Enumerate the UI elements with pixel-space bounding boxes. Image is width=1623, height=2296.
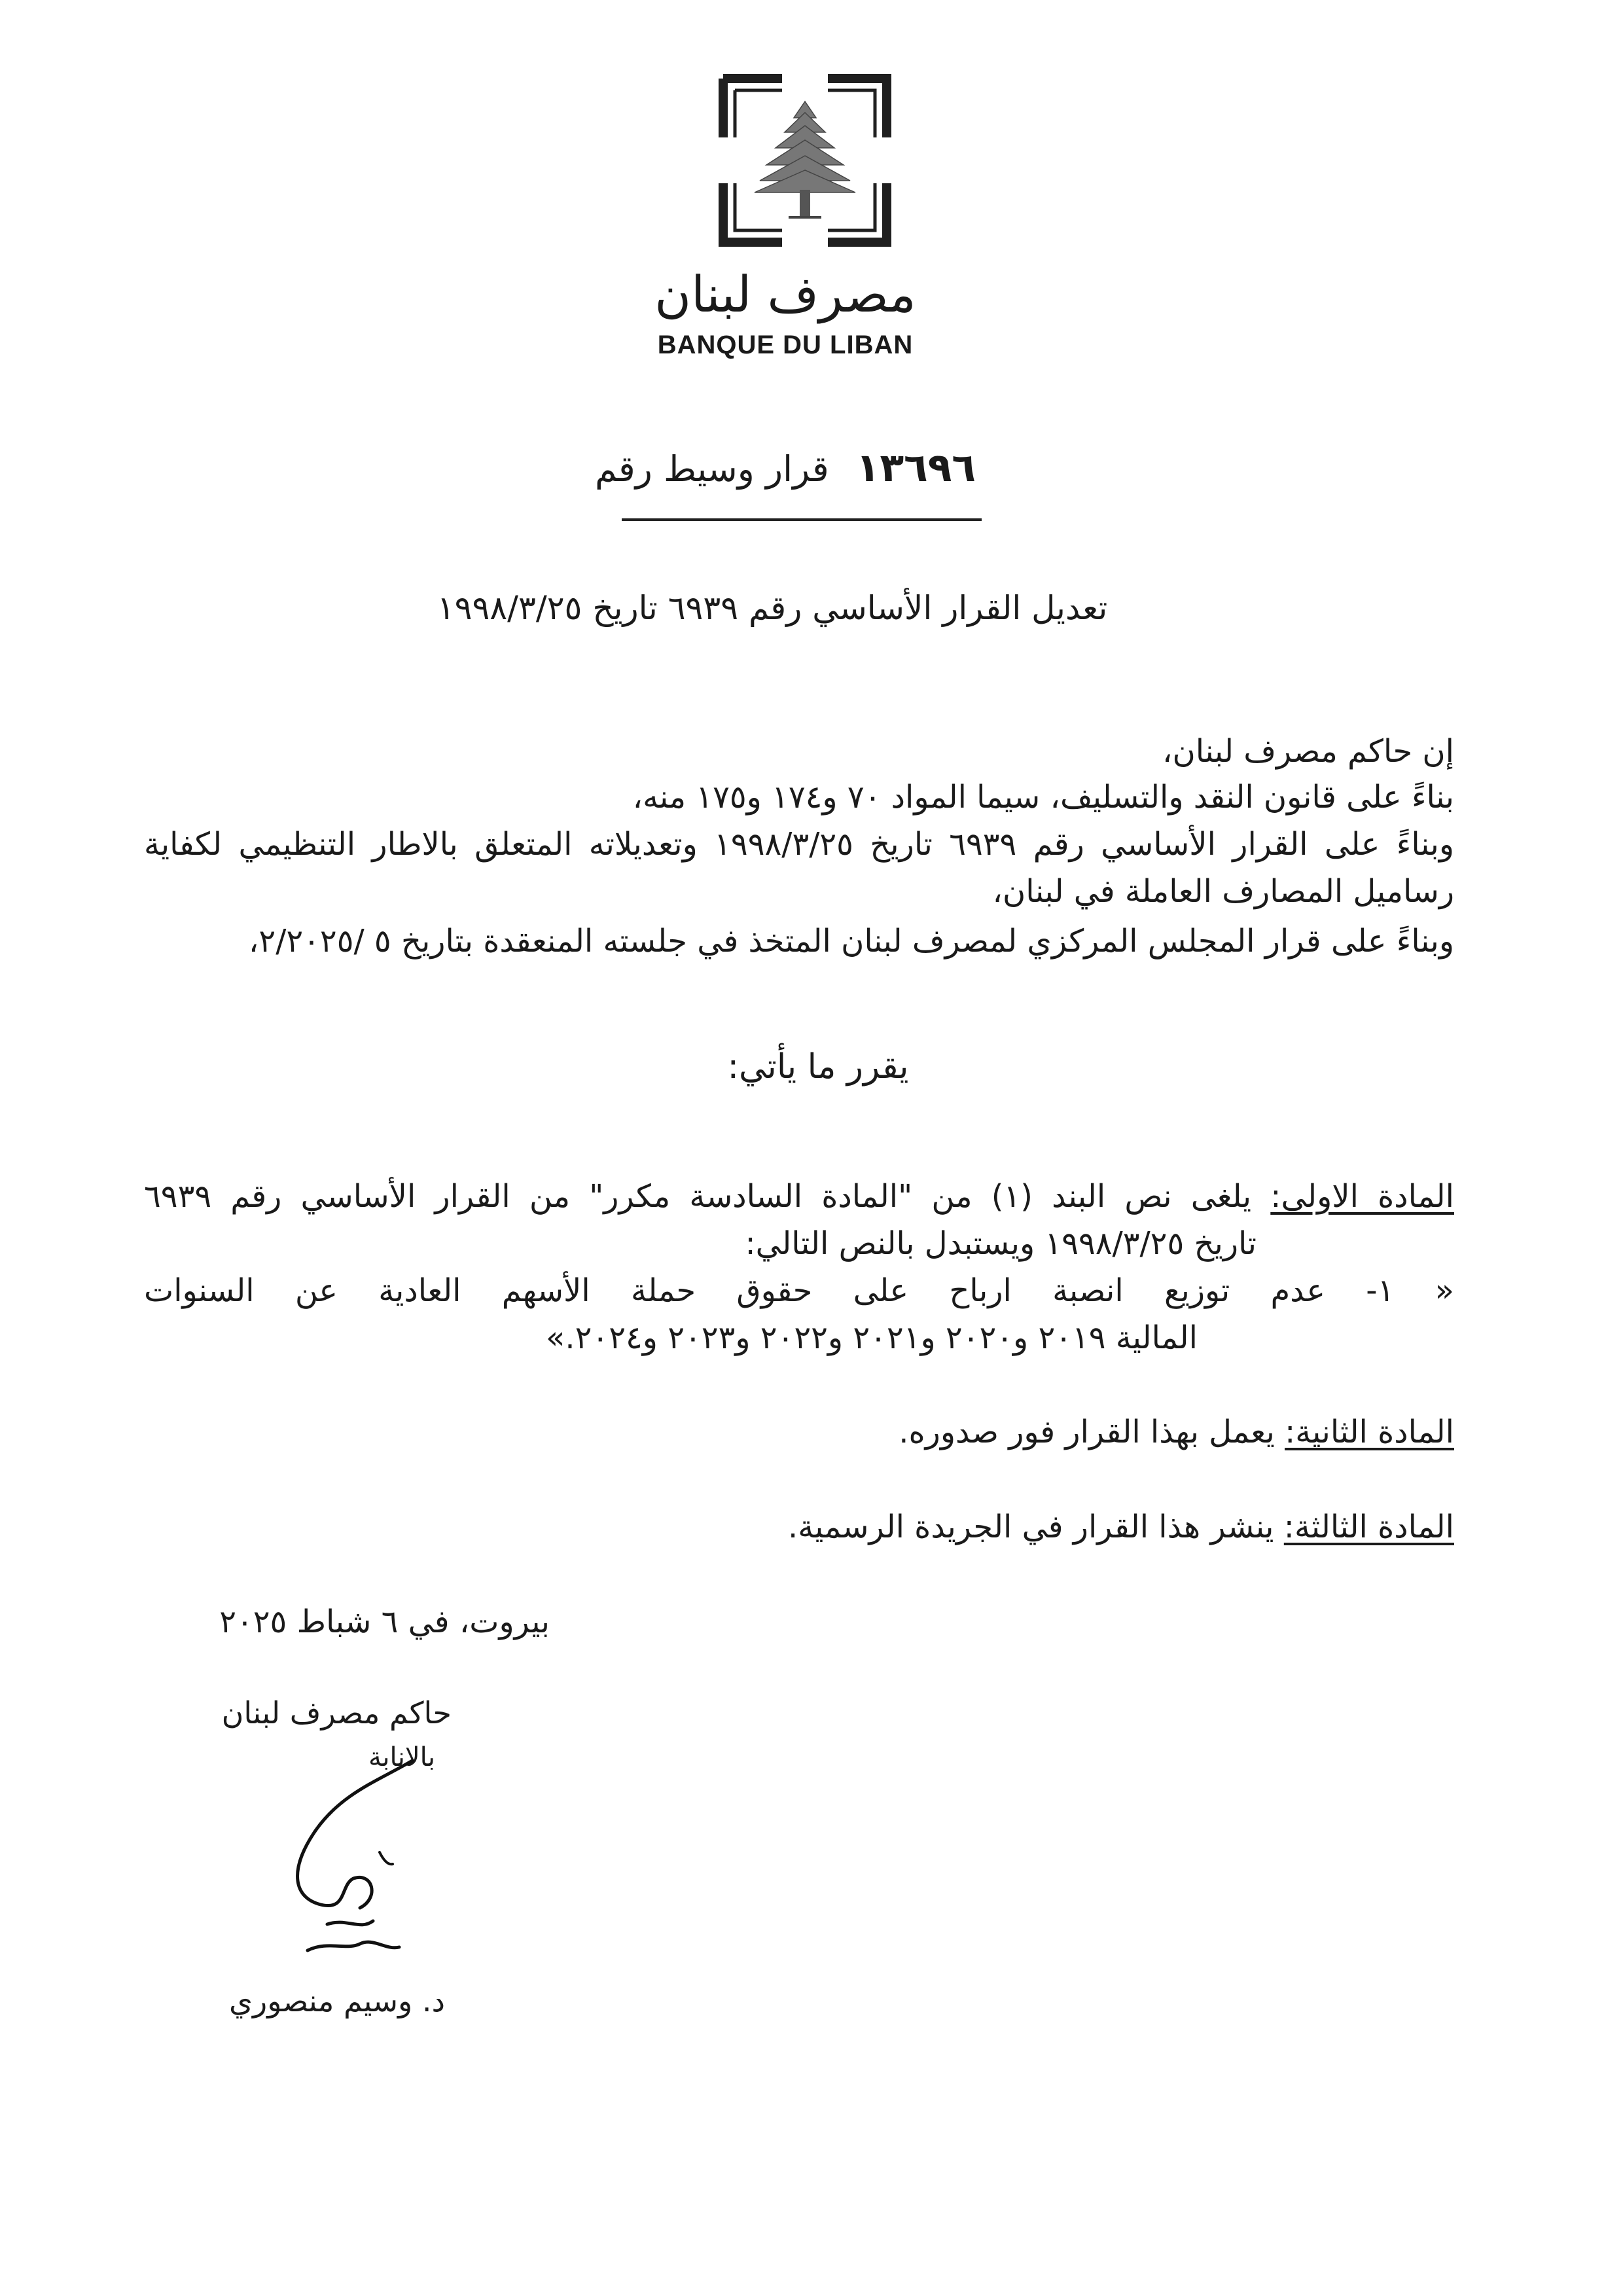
article-3 xyxy=(788,1509,1454,1545)
decision-subject: تعديل القرار الأساسي رقم ٦٩٣٩ تاريخ ١٩٩٨/٣/٢٥ xyxy=(437,589,1108,627)
article-2-label: المادة الثانية: xyxy=(1285,1414,1454,1450)
article-1-label: المادة الاولى: xyxy=(1270,1178,1455,1215)
article-2 xyxy=(899,1414,1454,1450)
preamble-line: وبناءً على القرار الأساسي رقم ٦٩٣٩ تاريخ ١٩٩٨/٣/٢٥ وتعديلاته المتعلق بالاطار التنظيمي لكفاية xyxy=(144,826,1455,863)
article-1-line: « ١- عدم توزيع انصبة ارباح على حقوق حملة الأسهم العادية عن السنوات xyxy=(144,1272,1455,1309)
decision-number: ١٣٦٩٦ xyxy=(855,445,976,491)
preamble-line: رساميل المصارف العاملة في لبنان، xyxy=(992,873,1454,910)
signer-note: بالانابة xyxy=(368,1742,435,1772)
preamble-line: إن حاكم مصرف لبنان، xyxy=(1162,733,1454,770)
title-underline xyxy=(622,518,982,521)
logo xyxy=(717,72,893,249)
article-3-text: ينشر هذا القرار في الجريدة الرسمية. xyxy=(788,1509,1274,1545)
article-1-line: المالية ٢٠١٩ و٢٠٢٠ و٢٠٢١ و٢٠٢٢ و٢٠٢٣ و٢٠٢٤.» xyxy=(546,1319,1198,1356)
article-1-text: يلغى نص البند (١) من "المادة السادسة مكرر" من القرار الأساسي رقم ٦٩٣٩ xyxy=(144,1178,1252,1215)
article-1-line xyxy=(144,1178,1454,1215)
signature xyxy=(249,1754,432,1970)
decision-title xyxy=(589,445,982,491)
decides-heading: يقرر ما يأتي: xyxy=(727,1047,909,1086)
place-date: بيروت، في ٦ شباط ٢٠٢٥ xyxy=(219,1604,550,1640)
article-3-label: المادة الثالثة: xyxy=(1283,1509,1454,1545)
signature-icon xyxy=(249,1754,432,1970)
decision-title-label: قرار وسيط رقم xyxy=(594,448,829,490)
signer-name: د. وسيم منصوري xyxy=(229,1983,445,2018)
signer-title: حاكم مصرف لبنان xyxy=(221,1695,452,1731)
article-2-text: يعمل بهذا القرار فور صدوره. xyxy=(899,1414,1275,1450)
preamble-line: بناءً على قانون النقد والتسليف، سيما المواد ٧٠ و١٧٤ و١٧٥ منه، xyxy=(632,779,1454,816)
preamble-line: وبناءً على قرار المجلس المركزي لمصرف لبنان المتخذ في جلسته المنعقدة بتاريخ ٥ /٢/٢٠٢٥، xyxy=(248,923,1454,960)
logo-text-french: BANQUE DU LIBAN xyxy=(657,331,914,359)
article-1-line: تاريخ ١٩٩٨/٣/٢٥ ويستبدل بالنص التالي: xyxy=(745,1225,1257,1262)
cedar-tree-icon xyxy=(717,72,893,249)
logo-text-arabic: مصرف لبنان xyxy=(654,265,916,323)
